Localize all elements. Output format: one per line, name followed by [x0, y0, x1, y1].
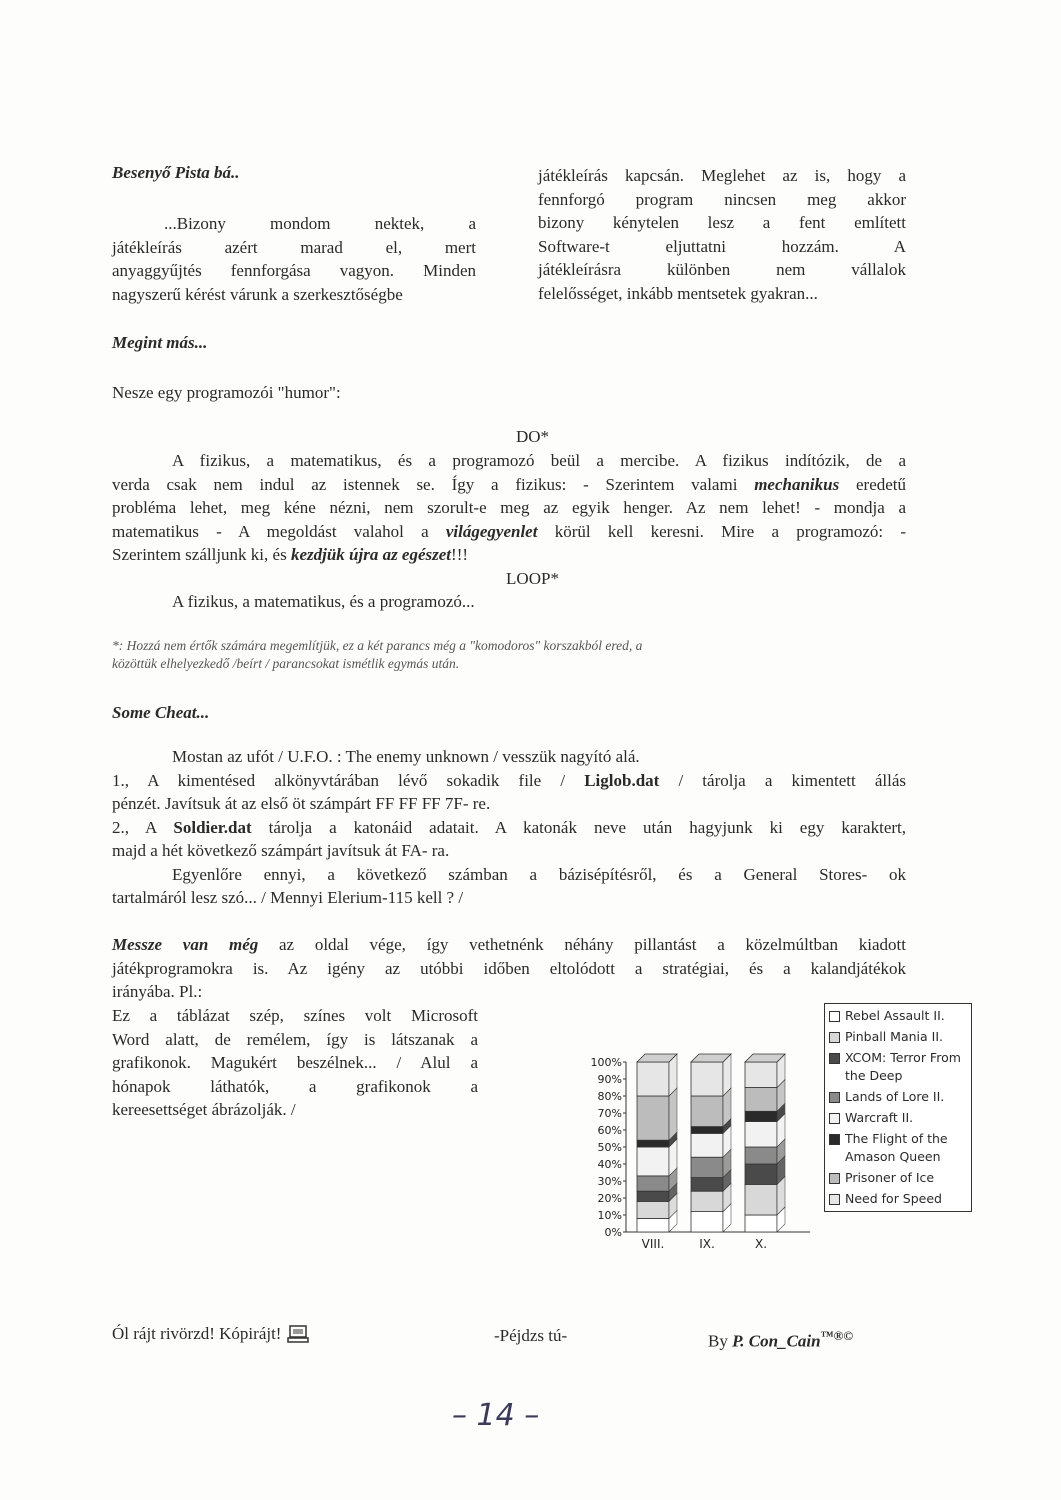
filename-liglob: Liglob.dat [584, 770, 660, 790]
legend-item [829, 1049, 967, 1085]
filename-soldier: Soldier.dat [173, 817, 252, 837]
text-span: 2., A [112, 817, 157, 837]
y-tick-label: 90% [597, 1073, 622, 1086]
y-tick-label: 40% [597, 1158, 622, 1171]
text-line: bizony kénytelen lesz a fent említett [538, 213, 906, 232]
cheat-paragraph [112, 745, 906, 910]
text-line [112, 933, 906, 957]
legend-label: Prisoner of Ice [845, 1170, 935, 1185]
bar-segment [637, 1201, 669, 1218]
section-heading-cheat: Some Cheat... [112, 703, 210, 722]
text-span: az oldal vége, így vethetnénk néhány pillantást a közelmúltban kiadott [279, 935, 906, 954]
chart-legend [824, 1003, 972, 1212]
loop-text: LOOP* [506, 569, 559, 588]
bar-segment-side [669, 1088, 677, 1140]
y-tick-label: 10% [597, 1209, 622, 1222]
legend-item [829, 1007, 967, 1025]
text-line: pénzét. Javítsuk át az első öt számpárt FF FF FF 7F- re. [112, 794, 491, 813]
bar-segment [691, 1212, 723, 1232]
text-line: majd a hét következő számpárt javítsuk át FA- ra. [112, 841, 450, 860]
section1-left-column [112, 212, 476, 306]
legend-item [829, 1190, 967, 1208]
joke-ending: A fizikus, a matematikus, és a programozó... [172, 592, 475, 611]
text-line: irányába. Pl.: [112, 982, 203, 1001]
bar-segment [637, 1218, 669, 1232]
bar-segment [637, 1096, 669, 1140]
text-line: játékleírás azért marad el, mert [112, 237, 476, 257]
text-span: verda csak nem indul az istennek se. Így a fizikus: - Szerintem valami [112, 474, 738, 494]
x-tick-label: VIII. [641, 1237, 665, 1251]
x-tick-label: X. [754, 1237, 768, 1251]
text-line: nagyszerű kérést várunk a szerkesztőségbe [112, 284, 403, 304]
bar-segment [745, 1088, 777, 1112]
trademark-marks: ™®© [820, 1328, 854, 1343]
legend-item [829, 1028, 967, 1046]
y-tick-label: 70% [597, 1107, 622, 1120]
emphasis-kezdjuk: kezdjük újra az egészet [290, 545, 452, 564]
text-line: játékleírásra különben nem vállalok [538, 260, 906, 279]
legend-swatch [829, 1092, 840, 1103]
text-span: !!! [451, 545, 469, 564]
author-name: P. Con_Cain [732, 1331, 821, 1351]
copyright-joke: Ól rájt rivörzd! Kópirájt! [112, 1324, 282, 1343]
text-line [112, 816, 906, 840]
text-span: matematikus - A megoldást valahol a [112, 521, 429, 541]
bar-segment [637, 1191, 669, 1201]
bar-segment [745, 1122, 777, 1148]
text-line: grafikonok. Magukért beszélnek... / Alul a [112, 1053, 478, 1072]
text-line: felelősséget, inkább mentsetek gyakran... [538, 283, 818, 303]
text-line: anyaggyűjtés fennforgása vagyon. Minden [112, 261, 476, 280]
bar-segment [637, 1062, 669, 1096]
legend-swatch [829, 1113, 840, 1124]
bar-segment [745, 1111, 777, 1121]
bar-segment [691, 1127, 723, 1134]
footnote-line: közöttük elhelyezkedő /beírt / parancsokat ismétlik egymás után. [112, 656, 460, 671]
legend-item [829, 1130, 967, 1166]
x-tick-label: IX. [699, 1237, 715, 1251]
y-tick-label: 60% [597, 1124, 622, 1137]
chart-description [112, 1004, 478, 1122]
bar-segment [691, 1062, 723, 1096]
text-line: Software-t eljuttatni hozzám. A [538, 236, 906, 256]
joke-paragraph [112, 449, 906, 567]
footer-byline [708, 1324, 853, 1353]
text-line: fennforgó program nincsen meg akkor [538, 189, 906, 209]
text-line: Ez a táblázat szép, színes volt Microsoft [112, 1006, 478, 1025]
byline-prefix: By [708, 1331, 728, 1351]
text-line [112, 520, 906, 544]
text-span: tárolja a katonáid adatait. A katonák neve után hagyjunk ki egy karaktert, [268, 817, 906, 837]
y-tick-label: 50% [597, 1141, 622, 1154]
text-line: Word alatt, de remélem, így is látszanak a [112, 1029, 478, 1049]
footnote-line: *: Hozzá nem értők számára megemlítjük, ez a két parancs még a "komodoros" korszakból ered, a [112, 638, 643, 653]
legend-item [829, 1109, 967, 1127]
do-text: DO* [515, 427, 550, 446]
legend-swatch [829, 1134, 840, 1145]
loop-keyword [0, 567, 1061, 591]
y-tick-label: 30% [597, 1175, 622, 1188]
section-heading-besenyo: Besenyő Pista bá.. [112, 163, 240, 182]
text-line: A fizikus, a matematikus, és a programozó beül a mercibe. A fizikus indítózik, de a [172, 451, 906, 470]
legend-label: Rebel Assault II. [845, 1008, 945, 1023]
stacked-bar-chart [570, 1046, 820, 1266]
bar-segment [691, 1096, 723, 1127]
text-line: hónapok láthatók, a grafikonok a [112, 1076, 478, 1096]
legend-label: Need for Speed [845, 1191, 942, 1206]
text-line: tartalmáról lesz szó... / Mennyi Elerium-115 kell ? / [112, 888, 464, 907]
legend-swatch [829, 1032, 840, 1043]
games-intro-paragraph [112, 933, 906, 1004]
y-tick-label: 20% [597, 1192, 622, 1205]
text-span: / tárolja a kimentett állás [678, 770, 907, 790]
bar-segment [745, 1164, 777, 1184]
legend-label: XCOM: Terror From the Deep [845, 1050, 961, 1083]
text-line: Mostan az ufót / U.F.O. : The enemy unknown / vesszük nagyító alá. [172, 747, 640, 766]
text-line: kereesettséget ábrázolják. / [112, 1100, 296, 1119]
text-span: 1., A kimentésed alkönyvtárában lévő sokadik file / [112, 770, 566, 790]
legend-label: Lands of Lore II. [845, 1089, 945, 1104]
section1-right-column [538, 164, 906, 305]
text-line: Egyenlőre ennyi, a következő számban a bázisépítésről, és a General Stores- ok [172, 864, 906, 884]
legend-label: The Flight of the Amason Queen [845, 1131, 948, 1164]
text-line: játékprogramokra is. Az igény az utóbbi időben eltolódott a stratégiai, és a kalandjátékok [112, 958, 906, 978]
text-span: körül kell keresni. Mire a programozó: - [554, 521, 907, 541]
emphasis-mechanikus: mechanikus [754, 474, 840, 494]
bar-segment [637, 1147, 669, 1176]
legend-swatch [829, 1011, 840, 1022]
bar-segment [691, 1178, 723, 1192]
legend-label: Pinball Mania II. [845, 1029, 943, 1044]
footer-left [112, 1322, 309, 1346]
bar-segment [745, 1062, 777, 1088]
emphasis-vilagegyenlet: világegyenlet [445, 521, 538, 541]
y-tick-label: 100% [590, 1056, 622, 1069]
bar-segment [745, 1184, 777, 1215]
text-line: probléma lehet, meg kéne nézni, nem szorult-e meg az egyik henger. Az nem lehet! - mondja a [112, 498, 906, 517]
text-line [112, 543, 906, 567]
text-span: Szerintem szálljunk ki, és [112, 545, 287, 564]
legend-swatch [829, 1173, 840, 1184]
page-number: – 14 – [452, 1398, 540, 1433]
section-heading-messze: Messze van még [112, 935, 259, 954]
bar-segment [745, 1147, 777, 1164]
legend-item [829, 1169, 967, 1187]
legend-swatch [829, 1053, 840, 1064]
bar-segment [691, 1191, 723, 1211]
legend-item [829, 1088, 967, 1106]
section-heading-megint: Megint más... [112, 333, 208, 352]
bar-segment [637, 1140, 669, 1147]
text-line [112, 769, 906, 793]
text-span: eredetű [856, 474, 907, 494]
y-tick-label: 80% [597, 1090, 622, 1103]
text-line: játékleírás kapcsán. Meglehet az is, hogy a [538, 166, 906, 185]
legend-swatch [829, 1194, 840, 1205]
computer-icon [287, 1325, 309, 1343]
y-tick-label: 0% [604, 1226, 622, 1239]
bar-segment [745, 1215, 777, 1232]
footnote [112, 637, 906, 673]
text-line [112, 473, 906, 497]
do-keyword [0, 425, 1061, 449]
footer-center: -Péjdzs tú- [494, 1326, 568, 1345]
bar-segment [691, 1157, 723, 1177]
bar-segment [637, 1176, 669, 1191]
bar-segment [691, 1133, 723, 1157]
legend-label: Warcraft II. [845, 1110, 914, 1125]
text-line: ...Bizony mondom nektek, a [164, 214, 476, 233]
humor-intro: Nesze egy programozói "humor": [112, 383, 341, 402]
